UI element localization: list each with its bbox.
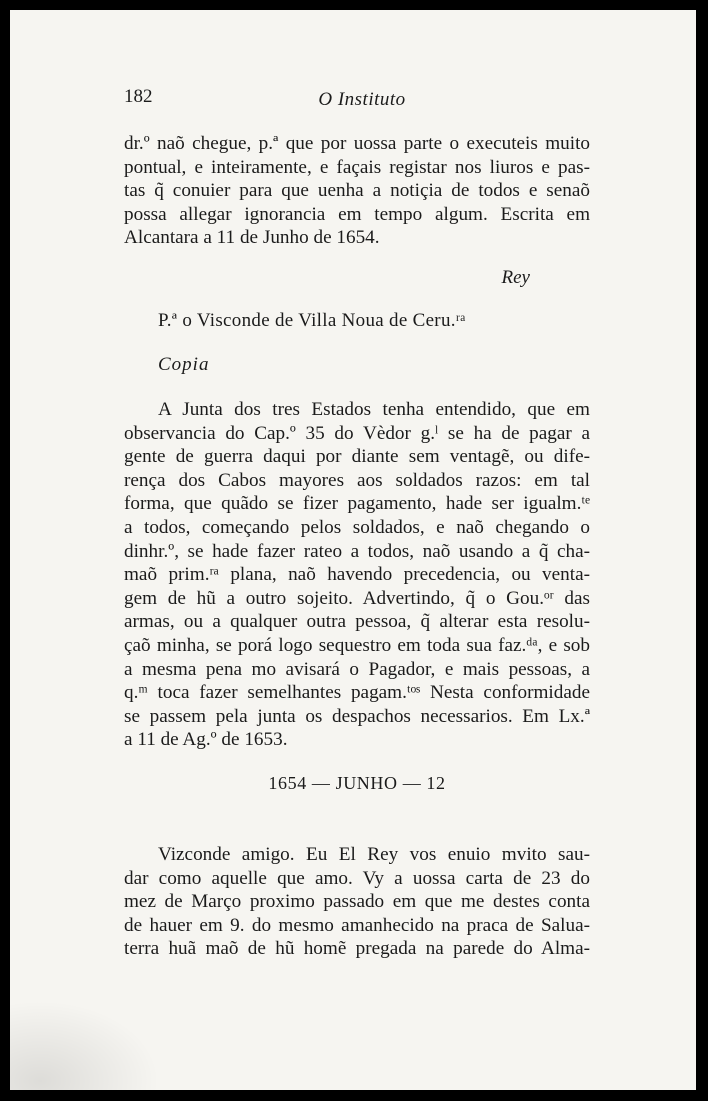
text-line: a todos, começando pelos soldados, e naõ chegando o	[124, 516, 590, 538]
text-line: q.ᵐ toca fazer semelhantes pagam.ᵗᵒˢ Nesta conformidade	[124, 682, 590, 704]
letter-body	[124, 843, 590, 961]
text-line: tas q̃ conuier para que uenha a notiçia de todos e senaõ	[124, 180, 590, 202]
text-line: A Junta dos tres Estados tenha entendido, que em	[158, 399, 590, 420]
text-line: armas, ou a qualquer outra pessoa, q̃ alterar esta resolu-	[124, 611, 590, 633]
text-line: terra huã maõ de hũ homẽ pregada na parede do Alma-	[124, 938, 590, 960]
text-line: possa allegar ignorancia em tempo algum. Escrita em	[124, 203, 590, 225]
text-line: maõ prim.ʳᵃ plana, naõ havendo precedencia, ou venta-	[124, 564, 590, 586]
text-line: Alcantara a 11 de Junho de 1654.	[124, 227, 380, 249]
addressee: P.ª o Visconde de Villa Noua de Ceru.ʳᵃ	[158, 310, 466, 331]
text-line: de hauer em 9. do mesmo amanhecido na praca de Saluа-	[124, 914, 590, 936]
signature: Rey	[501, 267, 530, 288]
text-line: se passem pela junta os despachos necessarios. Em Lx.ª	[124, 705, 590, 727]
text-line: a 11 de Ag.º de 1653.	[124, 729, 288, 751]
running-title: O Instituto	[318, 89, 406, 110]
text-line: forma, que quãdo se fizer pagamento, hade ser igualm.ᵗᵉ	[124, 493, 590, 515]
copia-heading: Copia	[158, 354, 210, 375]
text-line: çaõ minha, se porá logo sequestro em toda sua faz.ᵈᵃ, e sob	[124, 634, 590, 656]
date-heading: 1654 — JUNHO — 12	[268, 773, 446, 793]
text-line: dr.º naõ chegue, p.ª que por uossa parte o executeis muito	[124, 133, 590, 154]
text-line: gente de guerra daqui por diante sem ventagẽ, ou dife-	[124, 446, 590, 468]
copia-text	[124, 398, 590, 752]
page-stain	[10, 1000, 160, 1090]
text-line: rença dos Cabos mayores aos soldados razos: em tal	[124, 469, 590, 491]
text-line: Vizconde amigo. Eu El Rey vos enuio mvito sau-	[158, 844, 590, 865]
text-line: observancia do Cap.º 35 do Vèdor g.ˡ se ha de pagar a	[124, 422, 590, 444]
text-line: mez de Março proximo passado em que me destes conta	[124, 891, 590, 913]
text-line: pontual, e inteiramente, e façais registar nos liuros e pas-	[124, 156, 590, 178]
page-number: 182	[124, 86, 153, 107]
page-header	[124, 84, 600, 114]
text-line: dinhr.º, se hade fazer rateo a todos, naõ usando a q̃ cha-	[124, 540, 590, 562]
text-line: gem de hũ a outro sojeito. Advertindo, q̃ o Gou.ᵒʳ das	[124, 587, 590, 609]
letter-conclusion	[124, 132, 590, 250]
text-line: a mesma pena mo avisará o Pagador, e mais pessoas, a	[124, 658, 590, 680]
text-line: dar como aquelle que amo. Vy a uossa carta de 23 do	[124, 867, 590, 889]
